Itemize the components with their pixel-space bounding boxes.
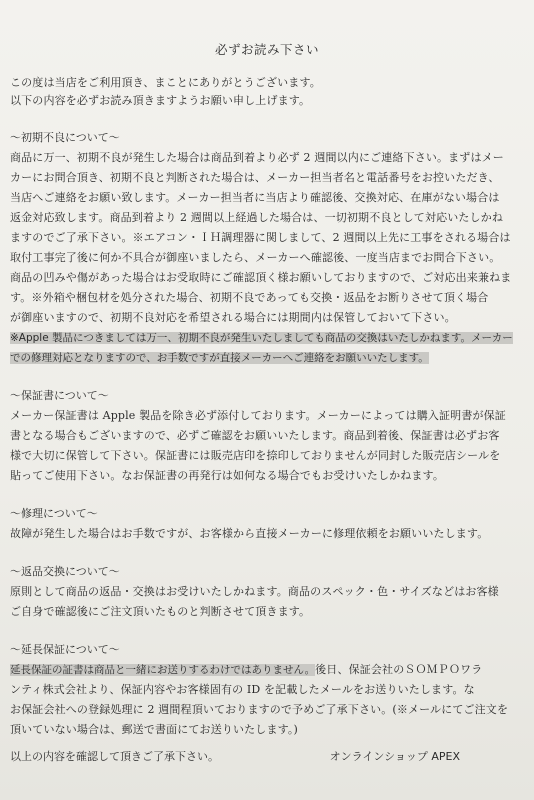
section-repair [10,504,524,544]
shop-name: オンラインショップ APEX [329,750,460,763]
body-line: お保証会社への登録処理に 2 週間程頂いておりますので予めご了承下さい。(※メールにてご注文を [10,703,509,716]
body-text: 後日、保証会社のＳＯＭＰＯワラ [315,663,483,676]
section-initial-defect [10,128,524,368]
section-returns [10,562,524,622]
intro-line: この度は当店をご利用頂き、まことにありがとうございます。 [10,76,321,89]
section-heading: ～修理について～ [10,507,98,520]
body-line: 頂いていない場合は、郵送で書面にてお送りいたします。) [10,723,298,736]
body-line [10,660,524,680]
body-line: 故障が発生した場合はお手数ですが、お客様から直接メーカーに修理依頼をお願いいたします。 [10,527,489,540]
intro-line: 以下の内容を必ずお読み頂きますようお願い申し上げます。 [10,94,311,107]
highlighted-text: 延長保証の証書は商品と一緒にお送りするわけではありません。 [10,664,316,676]
highlighted-text: での修理対応となりますので、お手数ですが直接メーカーへご連絡をお願いいたします。 [10,352,429,364]
body-line: ますのでご了承下さい。※エアコン・ＩＨ調理器に関しまして、2 週間以上先に工事をされる場合は [10,231,511,244]
section-heading: ～返品交換について～ [10,565,120,578]
body-line: 当店へご連絡をお願い致します。メーカー担当者に当店より確認後、交換対応、在庫がない場合は [10,191,500,204]
section-heading: ～保証書について～ [10,389,109,402]
document-title: 必ずお読み下さい [214,42,319,57]
body-line: 貼ってご使用下さい。なお保証書の再発行は如何なる場合でもお受けいたしかねます。 [10,469,444,482]
closing-note: 以上の内容を確認して頂きご了承下さい。 [10,750,219,763]
section-heading: ～延長保証について～ [10,643,120,656]
body-line: ンティ株式会社より、保証内容やお客様固有の ID を記載したメールをお送りいたします。な [10,683,475,696]
highlighted-text: ※Apple 製品につきましては万一、初期不良が発生いたしましても商品の交換はいたしかねます。メーカー [10,332,513,344]
body-line: カーにお問合頂き、初期不良と判断された場合は、メーカー担当者名と電話番号をお控いただき、 [10,171,500,184]
body-line: 商品に万一、初期不良が発生した場合は商品到着より必ず 2 週間以内にご連絡下さい。まずはメー [10,151,504,164]
body-line: ご自身で確認後にご注文頂いたものと判断させて頂きます。 [10,605,311,618]
body-line: 書となる場合もございますので、必ずご確認をお願いいたします。商品到着後、保証書は必ずお客 [10,429,500,442]
section-extended-warranty [10,640,524,740]
highlight-line [10,348,524,368]
section-heading: ～初期不良について～ [10,131,120,144]
body-line: 原則として商品の返品・交換はお受けいたしかねます。商品のスペック・色・サイズなどはお客様 [10,585,499,598]
highlight-line [10,328,524,348]
body-line: 取付工事完了後に何か不具合が御座いましたら、メーカーへ確認後、一度当店までお問合下さい。 [10,251,501,264]
body-line: 返金対応致します。商品到着より 2 週間以上経過した場合は、一切初期不良として対応いたしかね [10,211,504,224]
intro-block [10,74,524,110]
body-line: が御座いますので、初期不良対応を希望される場合には期間内は保管しておいて下さい。 [10,311,456,324]
footer [10,748,524,764]
body-line: メーカー保証書は Apple 製品を除き必ず添付しております。メーカーによっては購入証明書が保証 [10,409,506,422]
section-warranty [10,386,524,486]
body-line: 商品の凹みや傷があった場合はお受取時にご確認頂く様お願いしておりますので、ご対応出来兼ねま [10,271,512,284]
body-line: す。※外箱や梱包材を処分された場合、初期不良であっても交換・返品をお断りさせて頂く場合 [10,291,489,304]
body-line: 様で大切に保管して下さい。保証書には販売店印を捺印しておりませんが同封した販売店シールを [10,449,501,462]
